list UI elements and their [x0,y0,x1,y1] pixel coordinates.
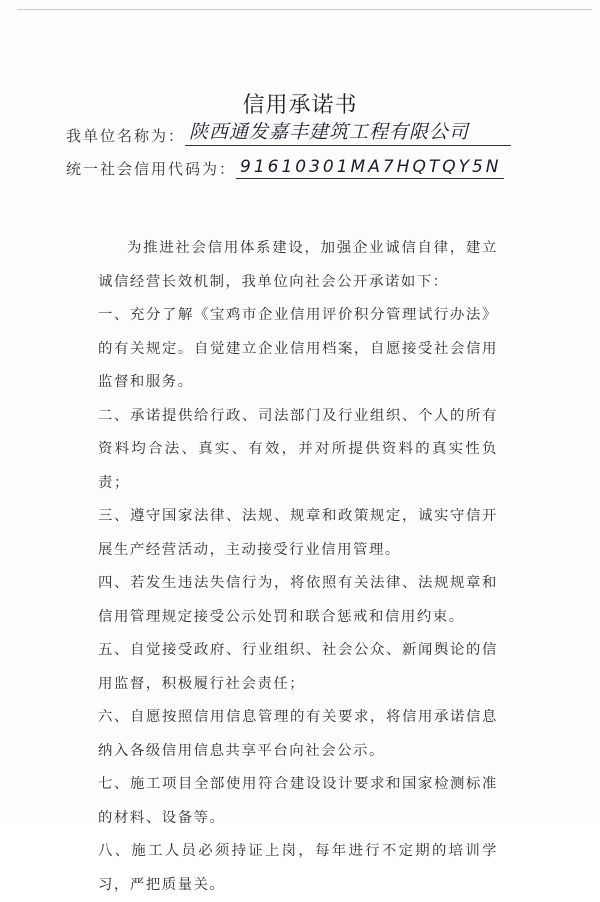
commitment-item-8: 八、施工人员必须持证上岗，每年进行不定期的培训学习，严把质量关。 [98,843,498,893]
commitment-item-4: 四、若发生违法失信行为，将依照有关法律、法规规章和信用管理规定接受公示处罚和联合惩戒和信用约束。 [98,575,498,625]
company-name-label: 我单位名称为： [66,127,186,145]
commitment-item-2: 二、承诺提供给行政、司法部门及行业组织、个人的所有资料均合法、真实、有效，并对所提供资料的真实性负责； [98,407,498,491]
credit-code-label: 统一社会信用代码为： [66,160,237,178]
company-name-row [66,120,511,146]
commitment-item-3: 三、遵守国家法律、法规、规章和政策规定，诚实守信开展生产经营活动，主动接受行业信用管理。 [98,508,498,558]
commitment-item-1: 一、充分了解《宝鸡市企业信用评价积分管理试行办法》的有关规定。自觉建立企业信用档案，自愿接受社会信用监督和服务。 [98,307,498,390]
commitment-item-6: 六、自愿按照信用信息管理的有关要求，将信用承诺信息纳入各级信用信息共享平台向社会公示。 [98,709,498,759]
commitment-item-7: 七、施工项目全部使用符合建设设计要求和国家检测标准的材料、设备等。 [98,776,498,826]
credit-code-handwritten-value: 91610301MA7HQTQY5N [236,157,504,179]
scan-top-edge-line [17,9,592,10]
credit-code-row [66,153,504,179]
document-body [98,232,498,902]
intro-paragraph: 为推进社会信用体系建设，加强企业诚信自律，建立诚信经营长效机制，我单位向社会公开承诺如下： [98,240,498,290]
company-name-handwritten-value: 陕西通发嘉丰建筑工程有限公司 [185,117,511,146]
document-title: 信用承诺书 [242,93,358,118]
commitment-item-5: 五、自觉接受政府、行业组织、社会公众、新闻舆论的信用监督，积极履行社会责任； [98,642,498,692]
